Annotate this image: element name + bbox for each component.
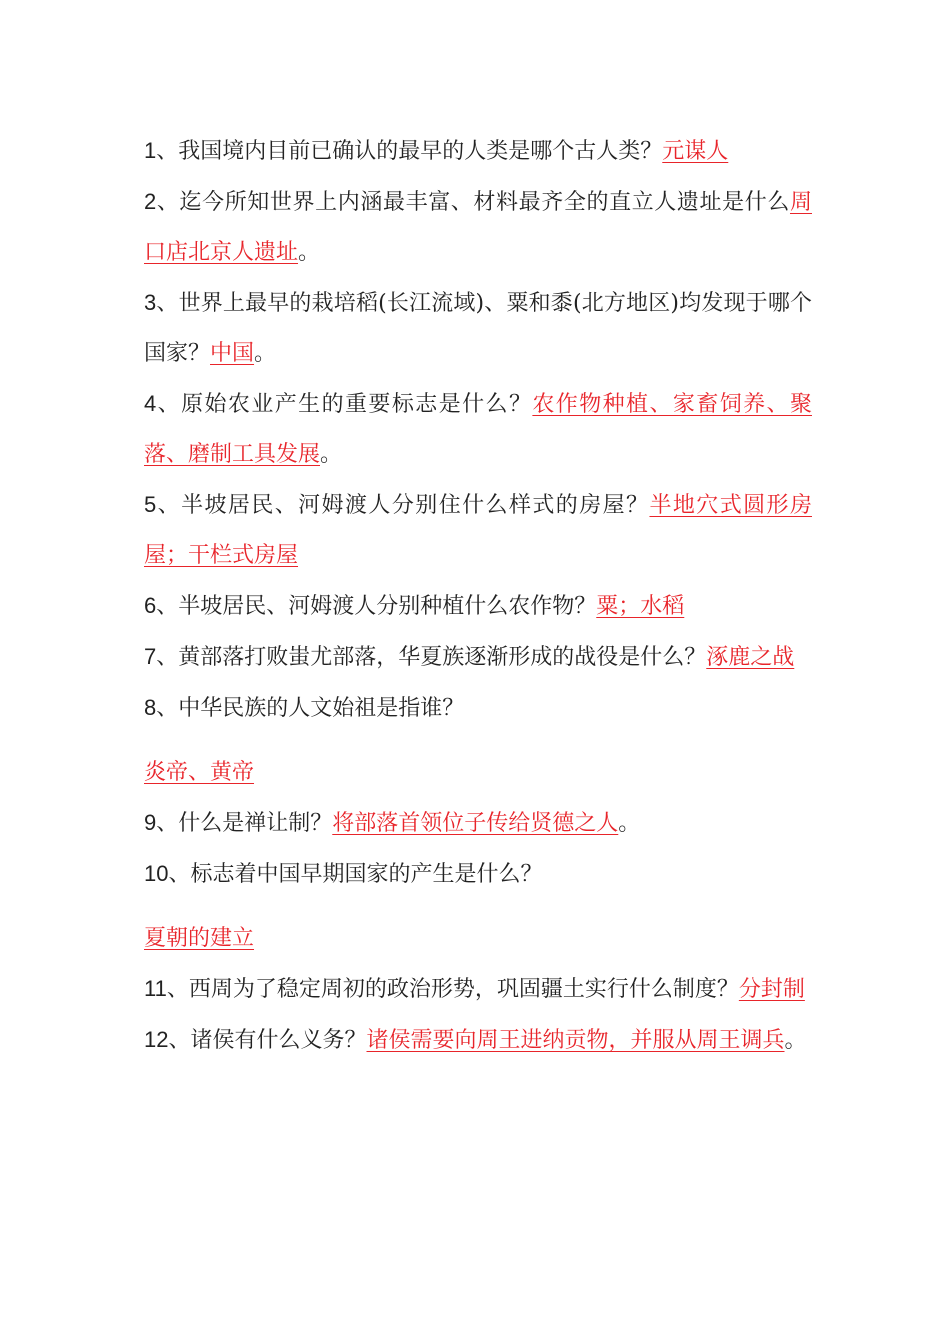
answer-text: 农作物种植、家畜饲养、聚落、磨制工具发展 xyxy=(144,392,812,467)
answer-text: 元谋人 xyxy=(662,139,729,164)
qa-item-6 xyxy=(144,581,812,632)
answer-tail: 。 xyxy=(320,442,343,467)
question-text: 、标志着中国早期国家的产生是什么？ xyxy=(168,862,543,887)
question-number: 5 xyxy=(144,492,157,517)
answer-text: 中国 xyxy=(210,341,255,366)
qa-item-7 xyxy=(144,632,812,683)
question-number: 4 xyxy=(144,391,157,416)
question-number: 1 xyxy=(144,138,157,163)
question-number: 12 xyxy=(144,1027,169,1052)
question-text: 、我国境内目前已确认的最早的人类是哪个古人类？ xyxy=(156,139,663,164)
question-number: 7 xyxy=(144,644,157,669)
question-text: 、黄部落打败蚩尤部落，华夏族逐渐形成的战役是什么？ xyxy=(156,645,707,670)
answer-tail: 。 xyxy=(254,341,277,366)
answer-text: 涿鹿之战 xyxy=(706,645,795,670)
answer-tail: 。 xyxy=(784,1028,807,1053)
qa-item-8-question xyxy=(144,683,812,734)
question-text: 、中华民族的人文始祖是指谁？ xyxy=(156,696,465,721)
answer-text: 诸侯需要向周王进纳贡物，并服从周王调兵 xyxy=(366,1028,785,1053)
question-text: 、原始农业产生的重要标志是什么？ xyxy=(156,392,533,417)
answer-text: 周口店北京人遗址 xyxy=(144,190,812,265)
qa-item-10-answer xyxy=(144,914,812,964)
answer-text: 半地穴式圆形房屋；干栏式房屋 xyxy=(144,493,812,568)
question-number: 8 xyxy=(144,695,157,720)
qa-list xyxy=(144,126,812,1066)
question-number: 3 xyxy=(144,290,157,315)
answer-text: 分封制 xyxy=(738,977,805,1002)
question-text: 、世界上最早的栽培稻(长江流域)、粟和黍(北方地区)均发现于哪个国家？ xyxy=(144,291,812,366)
question-number: 6 xyxy=(144,593,157,618)
qa-item-1 xyxy=(144,126,812,177)
question-text: 、半坡居民、河姆渡人分别住什么样式的房屋？ xyxy=(156,493,650,518)
question-number: 2 xyxy=(144,189,157,214)
qa-item-8-answer xyxy=(144,748,812,798)
qa-item-2 xyxy=(144,177,812,278)
question-text: 、西周为了稳定周初的政治形势，巩固疆土实行什么制度？ xyxy=(166,977,739,1002)
question-text: 、半坡居民、河姆渡人分别种植什么农作物？ xyxy=(156,594,597,619)
answer-text: 炎帝、黄帝 xyxy=(144,760,255,785)
qa-item-3 xyxy=(144,278,812,379)
question-number: 11 xyxy=(144,976,167,1001)
qa-item-12 xyxy=(144,1015,812,1066)
question-text: 、迄今所知世界上内涵最丰富、材料最齐全的直立人遗址是什么 xyxy=(156,190,790,215)
question-text: 、什么是禅让制？ xyxy=(156,811,333,836)
qa-item-4 xyxy=(144,379,812,480)
question-number: 10 xyxy=(144,861,169,886)
qa-item-5 xyxy=(144,480,812,581)
question-text: 、诸侯有什么义务？ xyxy=(168,1028,367,1053)
qa-item-10-question xyxy=(144,849,812,900)
answer-text: 粟；水稻 xyxy=(596,594,685,619)
question-number: 9 xyxy=(144,810,157,835)
answer-text: 将部落首领位子传给贤德之人 xyxy=(332,811,619,836)
qa-item-9 xyxy=(144,798,812,849)
answer-tail: 。 xyxy=(298,240,321,265)
answer-tail: 。 xyxy=(618,811,641,836)
answer-text: 夏朝的建立 xyxy=(144,926,255,951)
qa-item-11 xyxy=(144,964,812,1015)
